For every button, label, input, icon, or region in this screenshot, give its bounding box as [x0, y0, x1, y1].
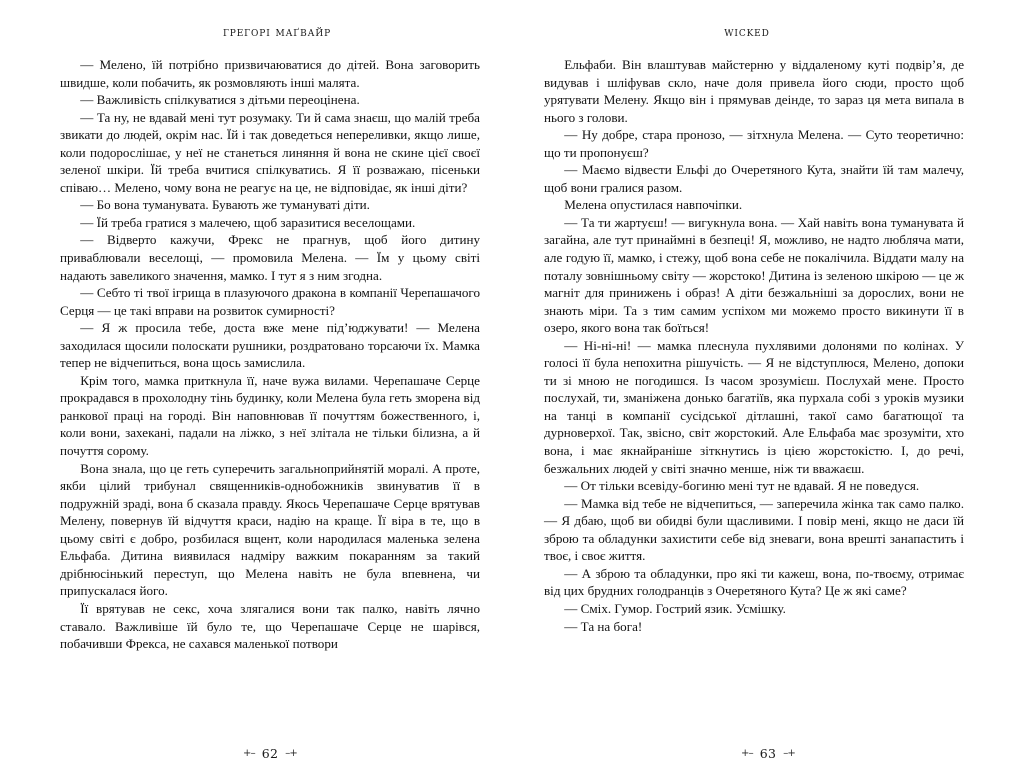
page-right [512, 0, 1024, 783]
paragraph: — Ні-ні-ні! — мамка плеснула пухлявими долонями по колінах. У голосі її була непохитна рішучість. — Я не відступлюся, Мелено, допоки ти зі мною не погодишся. Із часом зрозумієш. Послухай мене. Просто послухай, ти, зманіжена донько багатіїв, яка пурхала собі з уроків музики на танці в компанії сусідської дітлашні, такої само багатющої та дурноверхої. Так, звісно, світ жорстокий. Але Ельфаба має зрозуміти, хто вона, і має якнайраніше зіткнутись із цією жорстокістю. І, до речі, безжальних людей у світі значно менше, ніж ти вважаєш. [544, 337, 964, 476]
paragraph: Вона знала, що це геть суперечить загальноприйнятій моралі. А проте, якби цілий трибунал священників-однобожників звинуватив її в подружній зраді, вона б сказала правду. Якось Черепашаче Серце врятував Мелену, повернув їй відчуття краси, надію на краще. Її віра в те, що в цьому світі є добро, розбилася вщент, коли народилася маленька зелена Ельфаба. Дитина виявилася надміру важким покаранням за такий дрібнюсінький переступ, що Мелена навіть не була впевнена, чи припускалася його. [60, 460, 480, 599]
paragraph: — А зброю та обладунки, про які ти кажеш, вона, по-твоєму, отримає від цих брудних голодранців з Очеретяного Кута? Це ж які саме? [544, 565, 964, 599]
paragraph: Ельфаби. Він влаштував майстерню у віддаленому куті подвір’я, де видував і шліфував скло, наче доля привела його сюди, просто щоб урятувати Мелену. Якщо він і прямував деінде, то зараз ця мета випала в нього з голови. [544, 57, 964, 125]
paragraph: Крім того, мамка приткнула її, наче вужа вилами. Черепашаче Серце прокрадався в прохолодну тінь будинку, коли Мелена була геть зморена від ранкової праці на городі. Він наповнював її почуттям божественного, і, коли вони, захекані, падали на ліжко, з неї злітала не тільки білизна, а й почуття сорому. [60, 372, 480, 459]
page-number: 63 [759, 746, 777, 761]
paragraph: — Важливість спілкуватися з дітьми переоцінена. [80, 92, 360, 108]
folio-ornament-right-icon: –+ [783, 748, 795, 759]
paragraph: — Бо вона туманувата. Бувають же тумануваті діти. [80, 197, 370, 213]
paragraph: — Та ну, не вдавай мені тут розумаку. Ти й сама знаєш, що малій треба звикати до людей, окрім нас. Їй і так доведеться непереливки, якщо лише, коли подорослішає, у неї не станеться линяння й вона не скине цієї своєї зеленої шкіри. Їй треба вчитися спілкуватись. Я її розважаю, пісеньки співаю… Мелено, чому вона не реагує на це, не відповідає, як інші діти? [60, 109, 480, 195]
folio-left [0, 746, 526, 761]
paragraph: — Сміх. Гумор. Гострий язик. Усмішку. [564, 600, 786, 616]
paragraph: — Маємо відвести Ельфі до Очеретяного Кута, знайти їй там малечу, щоб вони гралися разом. [544, 162, 964, 195]
running-head-title: wicked [724, 24, 770, 39]
folio-ornament-left-icon: +– [243, 748, 255, 759]
page-number: 62 [261, 746, 279, 761]
paragraph: — Відверто кажучи, Фрекс не прагнув, щоб його дитину приваблювали веселощі, — промовила Мелена. — Їм у цьому світі надають завеликого значення, мамко. І тут я з ним згодна. [60, 232, 480, 283]
paragraph: — Їй треба гратися з малечею, щоб заразитися веселощами. [80, 214, 416, 230]
folio-ornament-left-icon: +– [741, 748, 753, 759]
paragraph: Мелена опустилася навпочіпки. [564, 197, 743, 213]
paragraph: — Себто ті твої ігрища в плазуючого дракона в компанії Черепашачого Серця — це такі вправи на розвиток сумирності? [60, 285, 480, 318]
left-page-text-column [60, 56, 480, 653]
paragraph: — Ну добре, стара пронозо, — зітхнула Мелена. — Суто теоретично: що ти пропонуєш? [544, 127, 964, 160]
paragraph: — Та ти жартуєш! — вигукнула вона. — Хай навіть вона туманувата й загайна, але тут принаймні в безпеці! Я, можливо, не надто любляча мати, але годую її, мамко, і стежу, щоб вона себе не покалічила. Віддати малу на поталу зовнішньому світу — жорстоко! Дитина із зеленою шкірою — це ж магніт для принижень і образ! А діти безжальніші за дорослих, вони не знають міри. Та з тим самим успіхом ми можемо просто викинути її в озеро, якого вона так боїться! [544, 214, 964, 336]
folio-right [512, 746, 1024, 761]
folio-ornament-right-icon: –+ [285, 748, 297, 759]
paragraph: — От тільки всевіду-богиню мені тут не вдавай. Я не поведуся. [564, 478, 920, 494]
right-page-text-column [544, 56, 964, 635]
paragraph: Її врятував не секс, хоча злягалися вони так палко, навіть лячно ставало. Важливіше їй було те, що Черепашаче Серце не шарівся, побачивши Фрекса, не сахався маленької потвори [60, 600, 480, 652]
paragraph: — Мелено, їй потрібно призвичаюватися до дітей. Вона заговорить швидше, коли побачить, як розмовляють інші малята. [60, 57, 480, 90]
paragraph: — Мамка від тебе не відчепиться, — заперечила жінка так само палко. — Я дбаю, щоб ви обидві були щасливими. І повір мені, якщо не даси їй зброю та обладунки захистити себе від зневаги, вона врешті занапастить і твоє, і своє життя. [544, 495, 964, 564]
running-head-author: грегорі маґвайр [222, 24, 332, 39]
paragraph: — Я ж просила тебе, доста вже мене під’юджувати! — Мелена заходилася щосили полоскати рушники, роздратовано торсаючи їх. Мамка тепер не відчепиться, вона щось замислила. [60, 320, 480, 371]
paragraph: — Та на бога! [564, 618, 643, 634]
